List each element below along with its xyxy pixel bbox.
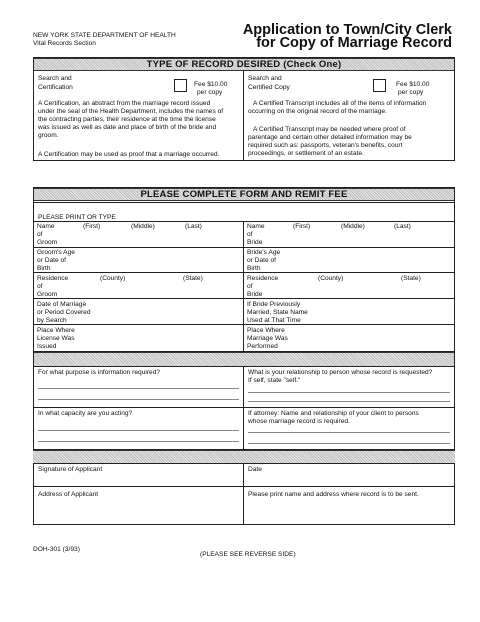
- groom-name-field[interactable]: [62, 229, 240, 246]
- complete-form-band: [34, 188, 454, 201]
- groom-first-col: (First): [83, 223, 101, 230]
- bride-prev-label-2: Used at That Time: [247, 317, 301, 324]
- address-label: Address of Applicant: [38, 491, 99, 498]
- certification-fee-unit: per copy: [197, 89, 223, 96]
- signature-field[interactable]: [38, 474, 239, 485]
- groom-last-col: (Last): [185, 223, 202, 230]
- groom-res-label-2: Groom: [37, 291, 58, 298]
- bride-name-label-1: of: [247, 231, 253, 238]
- type-divider: [243, 70, 244, 161]
- mailing-address-field[interactable]: [248, 500, 450, 523]
- certification-desc-1-0: A Certification, an abstract from the marriage record issued: [38, 100, 211, 107]
- print-or-type-note: PLEASE PRINT OR TYPE: [38, 214, 116, 221]
- certified-copy-fee: Fee $10.00: [396, 81, 430, 88]
- place-marriage-performed-field[interactable]: [300, 327, 452, 350]
- date-of-marriage-field[interactable]: [110, 301, 241, 323]
- bride-name-label-2: Bride: [247, 239, 263, 246]
- capacity-answer-field[interactable]: [38, 420, 239, 446]
- groom-age-field[interactable]: [95, 249, 241, 271]
- attorney-question-1: whose marriage record is required.: [248, 418, 350, 425]
- certification-desc-2: A Certification may be used as proof that a marriage occurred.: [38, 151, 220, 158]
- bride-name-label-0: Name: [247, 223, 265, 230]
- groom-age-label-1: or Date of: [37, 257, 66, 264]
- certified-copy-checkbox[interactable]: [373, 79, 386, 92]
- certification-desc-1-3: was issued as well as date and place of birth of the bride and: [38, 124, 217, 131]
- bride-county-col: (County): [318, 275, 344, 282]
- certified-copy-desc-1-0: A Certified Transcript includes all of the items of information: [253, 100, 427, 107]
- certification-desc-1-4: groom.: [38, 132, 59, 139]
- relationship-answer-field[interactable]: [248, 385, 450, 405]
- date-label: Date: [248, 466, 262, 473]
- groom-state-col: (State): [183, 275, 203, 282]
- groom-county-col: (County): [100, 275, 126, 282]
- certified-copy-desc-2-1: parentage and certain other detailed information may be: [248, 134, 412, 141]
- bride-age-field[interactable]: [305, 249, 452, 271]
- certification-fee: Fee $10.00: [194, 81, 228, 88]
- bride-res-label-1: of: [247, 283, 253, 290]
- certification-label-1: Search and: [38, 75, 72, 82]
- bride-age-label-1: or Date of: [247, 257, 276, 264]
- form-title-line2: for Copy of Marriage Record: [256, 35, 452, 51]
- groom-res-label-1: of: [37, 283, 43, 290]
- address-field[interactable]: [38, 500, 239, 523]
- see-reverse-note: (PLEASE SEE REVERSE SIDE): [200, 551, 296, 558]
- form-title-line1: Application to Town/City Clerk: [242, 22, 452, 38]
- bride-middle-col: (Middle): [341, 223, 365, 230]
- department-name: NEW YORK STATE DEPARTMENT OF HEALTH: [33, 32, 176, 39]
- bride-age-label-2: Birth: [247, 265, 261, 272]
- groom-age-label-2: Birth: [37, 265, 51, 272]
- attorney-answer-field[interactable]: [248, 426, 450, 446]
- purpose-answer-field[interactable]: [38, 378, 239, 404]
- form-number: DOH-301 (3/93): [33, 546, 80, 553]
- certified-copy-label-2: Certified Copy: [248, 84, 290, 91]
- attorney-question-0: If attorney: Name and relationship of your client to persons: [248, 410, 419, 417]
- relationship-question-0: What is your relationship to person whose record is requested?: [248, 369, 433, 376]
- place-marriage-label-0: Place Where: [247, 327, 285, 334]
- certified-copy-label-1: Search and: [248, 75, 282, 82]
- certified-copy-desc-2-0: A Certified Transcript may be needed where proof of: [253, 126, 406, 133]
- place-marriage-label-2: Performed: [247, 343, 278, 350]
- certification-checkbox[interactable]: [174, 79, 187, 92]
- bride-res-label-0: Residence: [247, 275, 279, 282]
- place-license-label-2: Issued: [37, 343, 57, 350]
- certified-copy-fee-unit: per copy: [398, 89, 424, 96]
- certification-desc-1-1: under the seal of the Health Department, includes the names of: [38, 108, 224, 115]
- place-marriage-label-1: Marriage Was: [247, 335, 288, 342]
- certified-copy-desc-1-1: occurring on the original record of the marriage.: [248, 108, 387, 115]
- place-license-issued-field[interactable]: [90, 327, 241, 350]
- groom-name-label-0: Name: [37, 223, 55, 230]
- place-license-label-1: License Was: [37, 335, 75, 342]
- date-marriage-label-0: Date of Marriage: [37, 301, 87, 308]
- bride-last-col: (Last): [394, 223, 411, 230]
- groom-res-label-0: Residence: [37, 275, 69, 282]
- groom-name-label-1: of: [37, 231, 43, 238]
- signature-label: Signature of Applicant: [38, 466, 103, 473]
- date-field[interactable]: [248, 474, 450, 485]
- capacity-question: In what capacity are you acting?: [38, 410, 133, 417]
- certification-label-2: Certification: [38, 84, 73, 91]
- bride-age-label-0: Bride's Age: [247, 249, 281, 256]
- purpose-question: For what purpose is information required?: [38, 369, 161, 376]
- certified-copy-desc-2-3: proceedings, or settlement of an estate.: [248, 150, 364, 157]
- bride-prev-label-1: Married, State Name: [247, 309, 308, 316]
- certification-desc-1-2: the contracting parties, their residence at the time the license: [38, 116, 216, 123]
- groom-name-label-2: Groom: [37, 239, 58, 246]
- complete-form-title: PLEASE COMPLETE FORM AND REMIT FEE: [140, 189, 348, 200]
- bride-state-col: (State): [401, 275, 421, 282]
- bride-prev-label-0: If Bride Previously: [247, 301, 301, 308]
- bride-first-col: (First): [293, 223, 311, 230]
- type-of-record-title: TYPE OF RECORD DESIRED (Check One): [146, 59, 342, 70]
- bride-name-field[interactable]: [272, 229, 452, 246]
- date-marriage-label-2: by Search: [37, 317, 67, 324]
- bride-res-label-2: Bride: [247, 291, 263, 298]
- groom-age-label-0: Groom's Age: [37, 249, 75, 256]
- section-name: Vital Records Section: [33, 40, 96, 47]
- relationship-question-1: If self, state "self.": [248, 377, 301, 384]
- bride-residence-field[interactable]: [272, 282, 452, 297]
- groom-middle-col: (Middle): [131, 223, 155, 230]
- mailing-label: Please print name and address where record is to be sent.: [248, 491, 419, 498]
- groom-residence-field[interactable]: [62, 282, 240, 297]
- certified-copy-desc-2-2: required such as: passports, veteran's benefits, court: [248, 142, 403, 149]
- type-of-record-band: [34, 58, 454, 71]
- date-marriage-label-1: or Period Covered: [37, 309, 91, 316]
- place-license-label-0: Place Where: [37, 327, 75, 334]
- bride-previous-name-field[interactable]: [320, 301, 452, 323]
